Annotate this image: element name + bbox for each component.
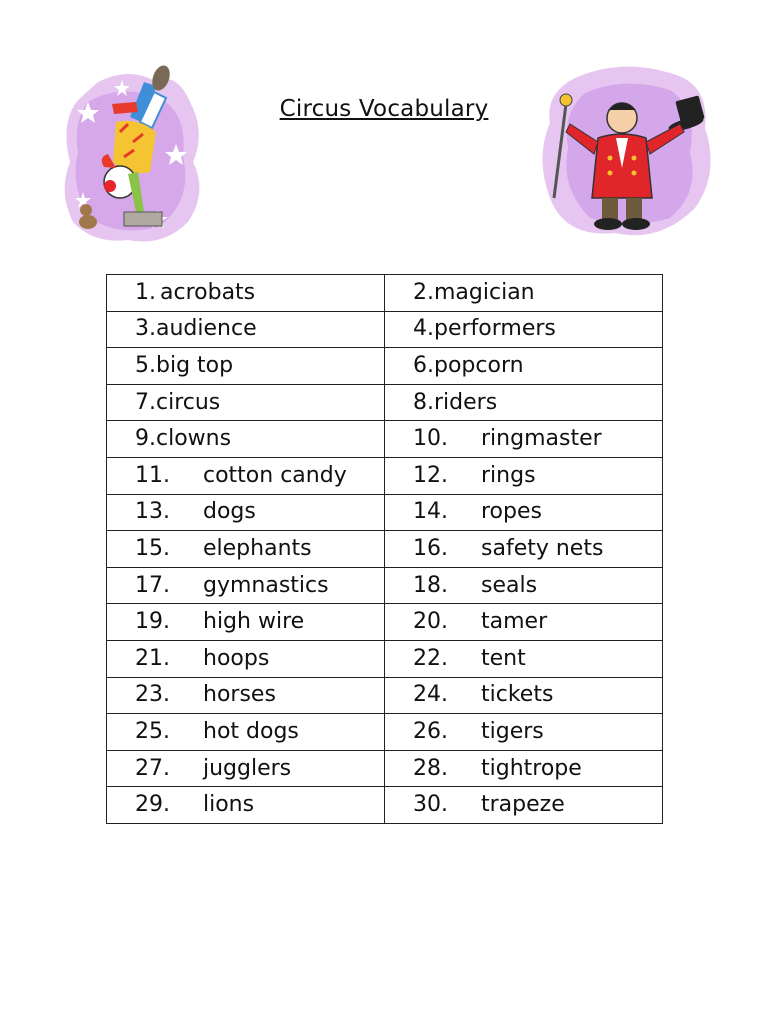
vocab-cell (385, 677, 663, 714)
vocab-cell (385, 750, 663, 787)
vocab-cell (385, 275, 663, 312)
vocab-word: audience (156, 316, 257, 342)
table-row (107, 384, 663, 421)
item-number: 27. (135, 755, 170, 781)
item-number: 3. (135, 316, 156, 342)
vocab-word: tickets (481, 682, 554, 708)
vocab-cell (385, 640, 663, 677)
item-number: 7. (135, 389, 156, 415)
vocab-cell (107, 787, 385, 824)
item-number: 2. (413, 279, 434, 305)
ringmaster-illustration (530, 58, 720, 243)
vocab-cell (107, 494, 385, 531)
item-number: 11. (135, 462, 170, 488)
item-number: 19. (135, 609, 170, 635)
vocab-word: seals (481, 572, 538, 598)
item-number: 20. (413, 609, 448, 635)
vocab-cell (385, 567, 663, 604)
vocab-cell (385, 787, 663, 824)
vocab-word: acrobats (160, 279, 256, 305)
item-number: 23. (135, 682, 170, 708)
vocab-cell (107, 640, 385, 677)
vocab-cell (385, 421, 663, 458)
vocab-cell (107, 421, 385, 458)
vocab-word: elephants (203, 535, 312, 561)
vocab-word: dogs (203, 499, 256, 525)
item-number: 15. (135, 535, 170, 561)
item-number: 29. (135, 792, 170, 818)
vocab-word: tent (481, 645, 526, 671)
item-number: 4. (413, 316, 434, 342)
vocab-word: trapeze (481, 792, 565, 818)
vocab-word: cotton candy (203, 462, 347, 488)
table-row (107, 714, 663, 751)
table-row (107, 531, 663, 568)
vocab-cell (107, 348, 385, 385)
vocab-word: hoops (203, 645, 270, 671)
item-number: 30. (413, 792, 448, 818)
clown-handstand-illustration (58, 62, 208, 247)
vocab-word: ropes (481, 499, 542, 525)
table-row (107, 348, 663, 385)
table-row (107, 640, 663, 677)
vocab-word: performers (434, 316, 556, 342)
table-row (107, 604, 663, 641)
vocab-cell (107, 275, 385, 312)
item-number: 16. (413, 535, 448, 561)
item-number: 9. (135, 426, 156, 452)
table-row (107, 750, 663, 787)
item-number: 10. (413, 426, 448, 452)
table-row (107, 677, 663, 714)
vocab-word: jugglers (203, 755, 292, 781)
vocab-cell (385, 604, 663, 641)
item-number: 8. (413, 389, 434, 415)
vocab-cell (107, 457, 385, 494)
vocab-cell (385, 348, 663, 385)
vocab-cell (385, 457, 663, 494)
vocab-cell (107, 567, 385, 604)
vocab-word: tightrope (481, 755, 582, 781)
vocab-cell (385, 531, 663, 568)
vocab-word: tamer (481, 609, 548, 635)
vocab-cell (107, 311, 385, 348)
table-row (107, 787, 663, 824)
page-title: Circus Vocabulary (279, 96, 489, 122)
vocab-cell (107, 531, 385, 568)
item-number: 24. (413, 682, 448, 708)
vocab-word: rings (481, 462, 536, 488)
item-number: 14. (413, 499, 448, 525)
item-number: 6. (413, 352, 434, 378)
vocab-word: riders (434, 389, 498, 415)
vocab-word: gymnastics (203, 572, 329, 598)
table-row (107, 567, 663, 604)
vocab-word: popcorn (434, 352, 524, 378)
table-row (107, 421, 663, 458)
vocab-word: magician (434, 279, 535, 305)
item-number: 22. (413, 645, 448, 671)
item-number: 1. (135, 279, 156, 305)
vocab-cell (107, 750, 385, 787)
vocab-cell (385, 384, 663, 421)
table-row (107, 275, 663, 312)
item-number: 18. (413, 572, 448, 598)
vocab-word: high wire (203, 609, 305, 635)
vocabulary-table (106, 274, 663, 824)
item-number: 12. (413, 462, 448, 488)
vocab-cell (385, 311, 663, 348)
item-number: 25. (135, 718, 170, 744)
vocab-word: ringmaster (481, 426, 602, 452)
vocab-word: big top (156, 352, 234, 378)
vocab-cell (107, 677, 385, 714)
vocab-cell (107, 604, 385, 641)
vocab-word: lions (203, 792, 255, 818)
vocab-word: hot dogs (203, 718, 299, 744)
item-number: 28. (413, 755, 448, 781)
item-number: 26. (413, 718, 448, 744)
vocab-word: tigers (481, 718, 544, 744)
item-number: 17. (135, 572, 170, 598)
table-row (107, 457, 663, 494)
vocab-cell (107, 714, 385, 751)
vocab-word: clowns (156, 426, 232, 452)
vocab-word: horses (203, 682, 276, 708)
vocab-word: safety nets (481, 535, 604, 561)
vocab-word: circus (156, 389, 221, 415)
item-number: 13. (135, 499, 170, 525)
table-row (107, 311, 663, 348)
vocab-cell (107, 384, 385, 421)
vocab-cell (385, 494, 663, 531)
vocab-cell (385, 714, 663, 751)
item-number: 21. (135, 645, 170, 671)
item-number: 5. (135, 352, 156, 378)
table-row (107, 494, 663, 531)
